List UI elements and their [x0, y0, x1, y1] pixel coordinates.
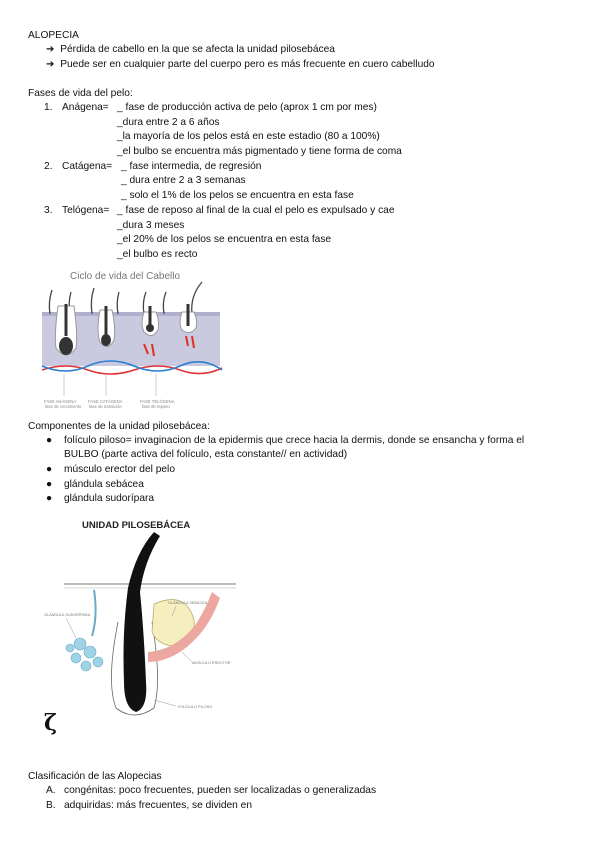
figure-title: Ciclo de vida del Cabello: [70, 271, 181, 282]
bullet-icon: ●: [46, 464, 53, 475]
component-text-cont: BULBO (parte activa del folículo, esta constante// en actividad): [64, 449, 348, 460]
phase-line: _el 20% de los pelos se encuentra en esta fase: [117, 234, 332, 245]
follicle-catagen: [98, 306, 115, 347]
arrow-item: [46, 43, 335, 56]
phase-line: _ dura entre 2 a 3 semanas: [121, 175, 246, 186]
phase-line: _el bulbo es recto: [117, 249, 198, 260]
phase-line: _el bulbo se encuentra más pigmentado y tiene forma de coma: [117, 146, 402, 157]
subcaption-catagen: fase de transición: [89, 404, 122, 409]
arrow-item: [46, 58, 435, 71]
caption-telogen: FASE TELÓGENA: [140, 399, 175, 404]
phase-name: Anágena=: [62, 102, 109, 113]
arrow-text: Puede ser en cualquier parte del cuerpo pero es más frecuente en cuero cabelludo: [60, 59, 435, 70]
component-text: músculo erector del pelo: [64, 464, 175, 475]
label-sebaceous-gland: GLÁNDULA SEBÁCEA: [168, 601, 208, 605]
bullet-icon: ●: [46, 435, 53, 446]
label-erector-muscle: MÚSCULO ERECTOR: [192, 661, 231, 665]
component-text: glándula sudorípara: [64, 493, 155, 504]
caption-leaders: [64, 374, 156, 396]
hair-cycle-figure: [36, 266, 224, 414]
pilosebaceous-figure: [36, 512, 240, 738]
arrow-icon: ➔: [46, 44, 55, 55]
artery-line: [42, 366, 222, 374]
label-follicle: FOLÍCULO PILOSO: [178, 705, 213, 709]
phase-name: Catágena=: [62, 161, 113, 172]
classification-heading: Clasificación de las Alopecias: [28, 771, 162, 782]
caption-anagen: FASE ANÁGENA: [44, 399, 77, 404]
phase-line: _ fase de producción activa de pelo (aprox 1 cm por mes): [117, 102, 377, 113]
phase-line: _ fase intermedia, de regresión: [121, 161, 262, 172]
phase-line: _la mayoría de los pelos está en este estadio (80 a 100%): [117, 131, 380, 142]
sweat-gland: [66, 590, 103, 671]
zeta-symbol: ζ: [44, 710, 58, 736]
phase-number: 1.: [44, 102, 53, 113]
components-heading: Componentes de la unidad pilosebácea:: [28, 421, 210, 432]
class-letter: B.: [46, 800, 56, 811]
phase-number: 3.: [44, 205, 53, 216]
figure2-title: UNIDAD PILOSEBÁCEA: [82, 520, 191, 531]
phase-name: Telógena=: [62, 205, 110, 216]
subcaption-telogen: fase de reposo: [142, 404, 170, 409]
phase-line: _dura entre 2 a 6 años: [117, 117, 220, 128]
phase-line: _dura 3 meses: [117, 220, 185, 231]
class-letter: A.: [46, 785, 56, 796]
follicle-anagen: [55, 304, 76, 355]
phases-heading: Fases de vida del pelo:: [28, 88, 133, 99]
phase-line: _ fase de reposo al final de la cual el pelo es expulsado y cae: [117, 205, 395, 216]
bullet-icon: ●: [46, 493, 53, 504]
arrow-text: Pérdida de cabello en la que se afecta la unidad pilosebácea: [60, 44, 335, 55]
class-text: adquiridas: más frecuentes, se dividen en: [64, 800, 253, 811]
doc-title: ALOPECIA: [28, 30, 79, 41]
caption-catagen: FASE CATÁGENA: [88, 399, 123, 404]
class-text: congénitas: poco frecuentes, pueden ser localizadas o generalizadas: [64, 785, 377, 796]
subcaption-anagen: fase de crecimiento: [45, 404, 82, 409]
component-text: folículo piloso= invaginacion de la epidermis que crece hacia la dermis, donde se ensancha y forma el: [64, 435, 525, 446]
arrow-icon: ➔: [46, 59, 55, 70]
component-text: glándula sebácea: [64, 479, 144, 490]
label-sweat-gland: GLÁNDULA SUDORÍPARA: [44, 613, 91, 617]
phase-number: 2.: [44, 161, 53, 172]
bullet-icon: ●: [46, 479, 53, 490]
phase-line: _ solo el 1% de los pelos se encuentra en esta fase: [121, 190, 354, 201]
